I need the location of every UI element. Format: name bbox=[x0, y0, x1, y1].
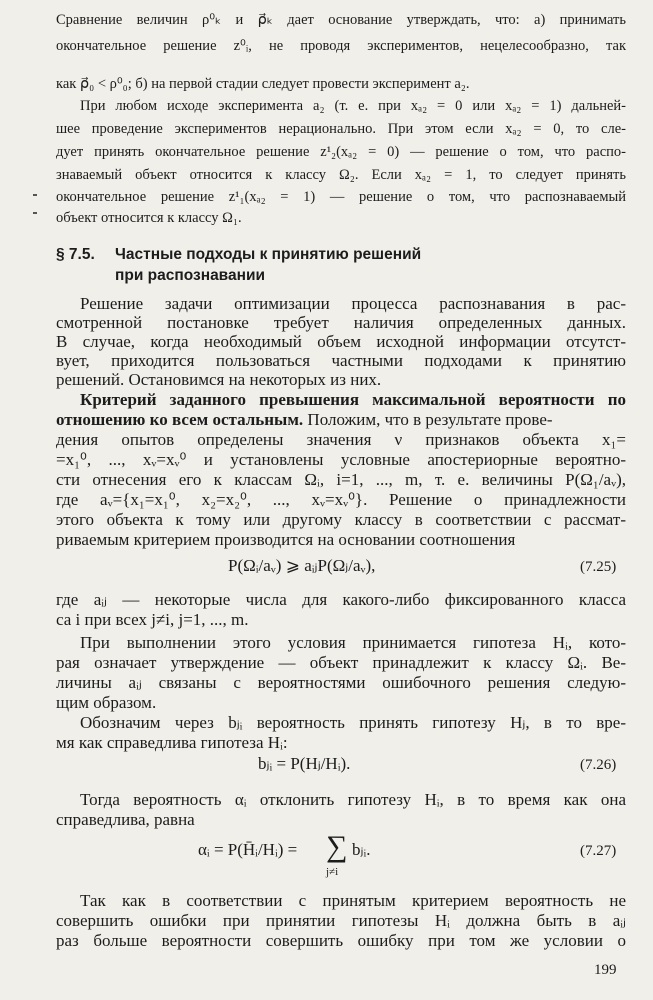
text-line: Так как в соответствии с принятым критерием вероятность не bbox=[80, 891, 626, 910]
text-line: решений. Остановимся на некоторых из них. bbox=[56, 370, 382, 389]
text-line: сти отнесения его к классам Ωᵢ, i=1, ..., m, т. е. величины P(Ω₁/aᵥ), bbox=[56, 470, 626, 489]
text-line: са i при всех j≠i, j=1, ..., m. bbox=[56, 610, 249, 629]
criterion-bold-2: отношению ко всем остальным. bbox=[56, 410, 304, 429]
text-line: При любом исходе эксперимента a₂ (т. е. при xₐ₂ = 0 или xₐ₂ = 1) дальней- bbox=[80, 98, 626, 114]
equation-number: (7.26) bbox=[580, 757, 617, 773]
text-line: вует, приходится пользоваться частными подходами к принятию bbox=[56, 351, 626, 370]
sum-subscript: j≠i bbox=[326, 866, 339, 878]
text-line: справедлива, равна bbox=[56, 810, 195, 829]
text-line: знаваемый объект относится к классу Ω₂. Если xₐ₂ = 1, то следует принять bbox=[56, 167, 626, 183]
criterion-line bbox=[56, 410, 553, 430]
equation-7-27-lhs: αᵢ = P(H̄ᵢ/Hᵢ) = bbox=[198, 840, 298, 859]
text-line: шее проведение экспериментов нерационально. При этом если xₐ₂ = 0, то сле- bbox=[56, 121, 626, 137]
equation-7-27-rhs: bⱼᵢ. bbox=[352, 840, 371, 859]
text-line: окончательное решение z¹₁(xₐ₂ = 1) — решение о том, что распознаваемый bbox=[56, 189, 626, 205]
equation-7-25: P(Ωᵢ/aᵥ) ⩾ aᵢⱼP(Ωⱼ/aᵥ), bbox=[228, 556, 376, 575]
page-number: 199 bbox=[594, 962, 617, 978]
scan-mark bbox=[33, 194, 37, 196]
text-line: смотренной постановке требует наличия определенных данных. bbox=[56, 313, 626, 332]
text-line: В случае, когда необходимый объем исходной информации отсутст- bbox=[56, 332, 626, 351]
text-line: щим образом. bbox=[56, 693, 157, 712]
text-line: личины aᵢⱼ связаны с вероятностями ошибочного решения следую- bbox=[56, 673, 626, 692]
equation-7-26: bⱼᵢ = P(Hⱼ/Hᵢ). bbox=[258, 754, 351, 773]
text-line: При выполнении этого условия принимается гипотеза Hᵢ, кото- bbox=[80, 633, 626, 652]
section-title-cont: при распознавании bbox=[115, 267, 266, 284]
text-line: как ρ⃗₀ < ρ⁰₀; б) на первой стадии следует провести эксперимент a₂. bbox=[56, 76, 470, 92]
text-line: =x₁⁰, ..., xᵥ=xᵥ⁰ и установлены условные апостериорные вероятно- bbox=[56, 450, 626, 469]
text-line: раз больше вероятности совершить ошибку при том же условии о bbox=[56, 931, 626, 950]
text-line: дует принять окончательное решение z¹₂(xₐ₂ = 0) — решение о том, что распо- bbox=[56, 144, 626, 160]
criterion-rest: Положим, что в результате прове- bbox=[303, 410, 553, 429]
scan-mark bbox=[33, 212, 37, 214]
text-line: Сравнение величин ρ⁰ₖ и ρ⃗ₖ дает основание утверждать, что: а) принимать bbox=[56, 12, 626, 28]
text-line: где aᵥ={x₁=x₁⁰, x₂=x₂⁰, ..., xᵥ=xᵥ⁰}. Решение о принадлежности bbox=[56, 490, 626, 509]
text-line: Обозначим через bⱼᵢ вероятность принять гипотезу Hⱼ, в то вре- bbox=[80, 713, 626, 732]
text-line: Тогда вероятность αᵢ отклонить гипотезу Hᵢ, в то время как она bbox=[80, 790, 626, 809]
criterion-bold: Критерий заданного превышения максимальной вероятности по bbox=[80, 390, 626, 409]
text-line: окончательное решение z⁰ᵢ, не проводя экспериментов, нецелесообразно, так bbox=[56, 38, 626, 54]
sum-sign: ∑ bbox=[326, 830, 348, 863]
section-number: § 7.5. bbox=[56, 246, 95, 263]
text-line: этого объекта к тому или другому классу в соответствии с рассмат- bbox=[56, 510, 626, 529]
equation-number: (7.25) bbox=[580, 559, 617, 575]
text-line: Решение задачи оптимизации процесса распознавания в рас- bbox=[80, 294, 626, 313]
text-line: дения опытов определены значения ν признаков объекта x₁= bbox=[56, 430, 626, 449]
text-line: рая означает утверждение — объект принадлежит к классу Ωᵢ. Ве- bbox=[56, 653, 626, 672]
equation-number: (7.27) bbox=[580, 843, 617, 859]
text-line: объект относится к классу Ω₁. bbox=[56, 210, 242, 226]
text-line: мя как справедлива гипотеза Hᵢ: bbox=[56, 733, 288, 752]
text-line: совершить ошибки при принятии гипотезы Hᵢ должна быть в aᵢⱼ bbox=[56, 911, 626, 930]
text-line: где aᵢⱼ — некоторые числа для какого-либо фиксированного класса bbox=[56, 590, 626, 609]
section-title: Частные подходы к принятию решений bbox=[115, 246, 422, 263]
criterion-title bbox=[80, 390, 626, 410]
text-line: риваемым критерием производится на основании соотношения bbox=[56, 530, 516, 549]
